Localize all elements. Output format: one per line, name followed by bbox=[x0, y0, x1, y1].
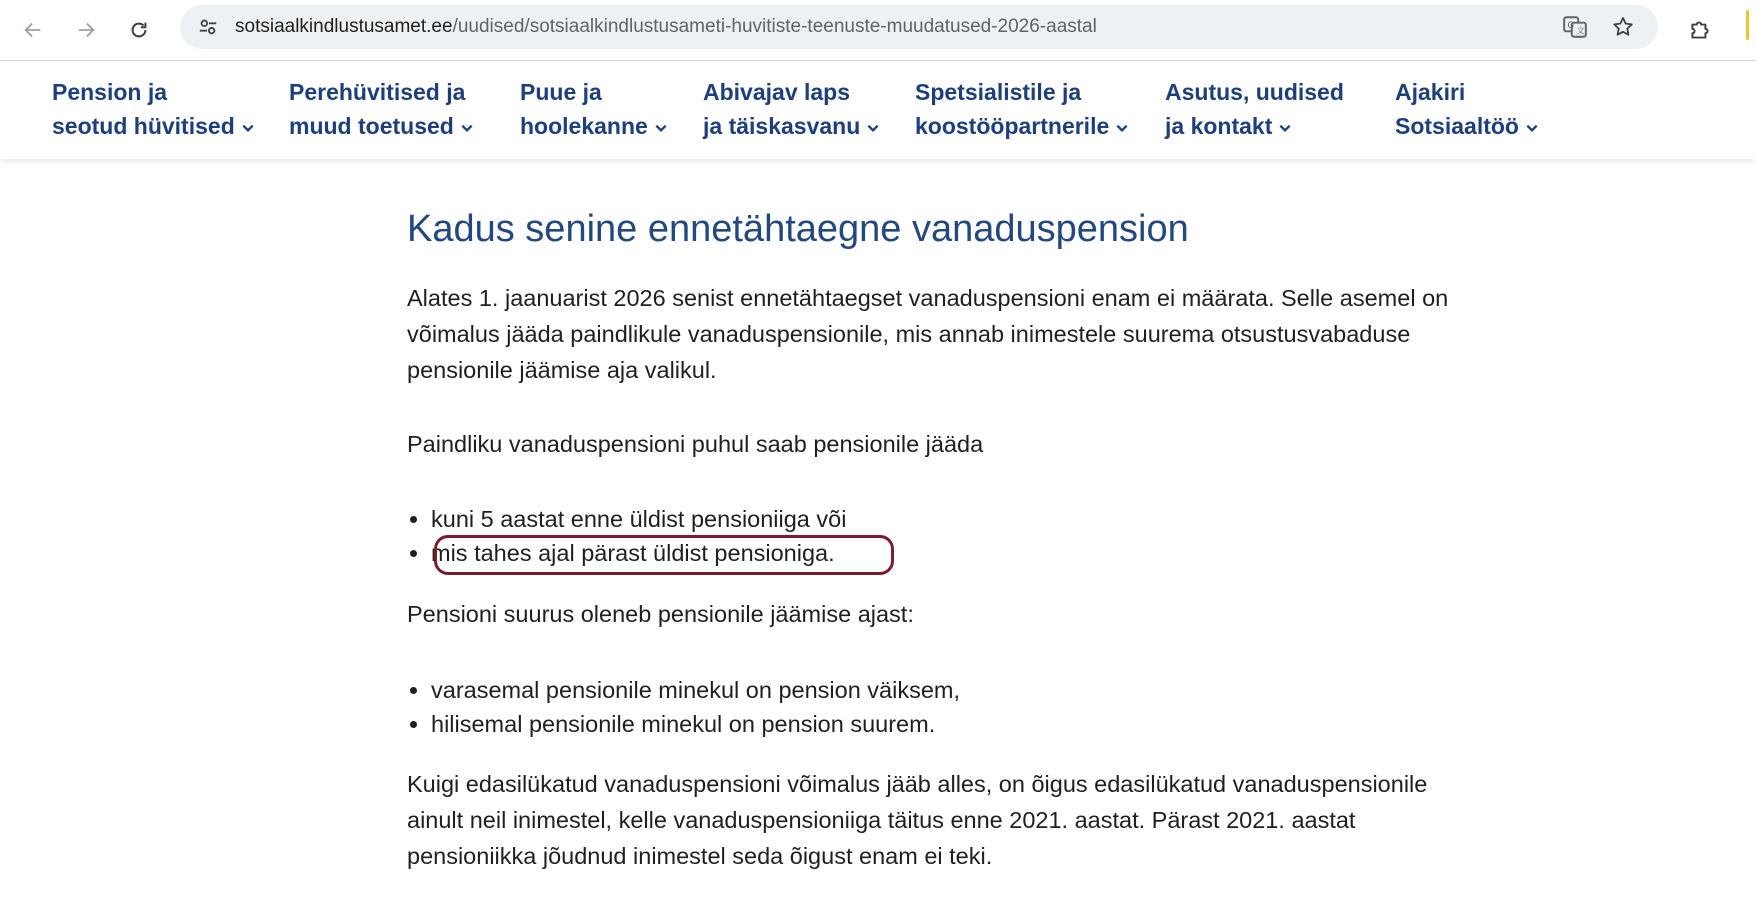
nav-item-label-line2: muud toetused bbox=[289, 113, 454, 139]
nav-item-label-line1: Ajakiri bbox=[1395, 79, 1466, 105]
nav-item-label-line2: ja kontakt bbox=[1165, 113, 1273, 139]
forward-button[interactable] bbox=[66, 10, 106, 50]
nav-item-specialists-partners[interactable] bbox=[915, 75, 1129, 143]
chevron-down-icon bbox=[654, 121, 668, 135]
nav-item-disability-care[interactable] bbox=[520, 75, 668, 143]
puzzle-icon bbox=[1687, 17, 1713, 43]
nav-item-magazine[interactable] bbox=[1395, 75, 1539, 143]
site-info-button[interactable] bbox=[192, 11, 224, 43]
nav-item-label-line1: Spetsialistile ja bbox=[915, 79, 1082, 105]
back-button[interactable] bbox=[13, 10, 53, 50]
nav-item-child-adult-in-need[interactable] bbox=[703, 75, 880, 143]
flexible-pension-paragraph: Paindliku vanaduspensioni puhul saab pensionile jääda bbox=[407, 431, 984, 457]
nav-item-label-line1: Perehüvitised ja bbox=[289, 79, 466, 105]
forward-arrow-icon bbox=[75, 19, 97, 41]
url-text[interactable] bbox=[235, 5, 1097, 49]
deferred-pension-paragraph: Kuigi edasilükatud vanaduspensioni võimalus jääb alles, on õigus edasilükatud vanaduspensionile ainult neil inimestel, kelle vanaduspensioniiga täitus enne 2021. aastat. Pärast 2021. aastat pensioniikka jõudnud inimestel seda õigust enam ei teki. bbox=[407, 771, 1428, 869]
pension-size-paragraph: Pensioni suurus oleneb pensionile jäämise ajast: bbox=[407, 601, 914, 627]
intro-paragraph: Alates 1. jaanuarist 2026 senist ennetähtaegset vanaduspensioni enam ei määrata. Selle asemel on võimalus jääda paindlikule vanaduspensionile, mis annab inimestele suurema otsustusvabaduse pensionile jäämise aja valikul. bbox=[407, 285, 1449, 383]
chevron-down-icon bbox=[1278, 121, 1292, 135]
bookmark-button[interactable] bbox=[1608, 12, 1638, 42]
browser-toolbar bbox=[0, 0, 1756, 61]
url-host: sotsiaalkindlustusamet.ee bbox=[235, 16, 453, 37]
profile-avatar-edge[interactable] bbox=[1746, 10, 1749, 40]
translate-icon bbox=[1562, 14, 1588, 40]
nav-item-label-line1: Asutus, uudised bbox=[1165, 79, 1344, 105]
chevron-down-icon bbox=[460, 121, 474, 135]
svg-text:文: 文 bbox=[1576, 26, 1585, 37]
nav-item-label-line1: Abivajav laps bbox=[703, 79, 851, 105]
back-arrow-icon bbox=[22, 19, 44, 41]
nav-item-family-benefits[interactable] bbox=[289, 75, 474, 143]
nav-item-label-line2: Sotsiaaltöö bbox=[1395, 113, 1519, 139]
nav-item-label-line2: seotud hüvitised bbox=[52, 113, 235, 139]
address-bar[interactable] bbox=[180, 5, 1658, 49]
nav-item-label-line2: hoolekanne bbox=[520, 113, 648, 139]
nav-item-label-line1: Puue ja bbox=[520, 79, 602, 105]
url-path: /uudised/sotsiaalkindlustusameti-huvitiste-teenuste-muudatused-2026-aastal bbox=[452, 16, 1097, 37]
reload-icon bbox=[128, 19, 150, 41]
chevron-down-icon bbox=[1115, 121, 1129, 135]
list-item: • kuni 5 aastat enne üldist pensioniiga või bbox=[431, 502, 846, 536]
list-item: • mis tahes ajal pärast üldist pensioniga. bbox=[431, 536, 846, 570]
section-heading: Kadus senine ennetähtaegne vanaduspension bbox=[407, 208, 1189, 250]
star-icon bbox=[1611, 15, 1635, 39]
nav-item-label-line1: Pension ja bbox=[52, 79, 168, 105]
chevron-down-icon bbox=[1525, 121, 1539, 135]
list-item: • varasemal pensionile minekul on pension väiksem, bbox=[431, 673, 960, 707]
svg-text:G: G bbox=[1567, 21, 1575, 32]
nav-item-agency-news-contact[interactable] bbox=[1165, 75, 1344, 143]
extensions-button[interactable] bbox=[1680, 10, 1720, 50]
translate-button[interactable] bbox=[1560, 12, 1590, 42]
main-navigation bbox=[0, 61, 1756, 159]
nav-item-pension[interactable] bbox=[52, 75, 255, 143]
site-info-icon bbox=[197, 16, 219, 38]
chevron-down-icon bbox=[866, 121, 880, 135]
highlight-annotation bbox=[434, 535, 894, 575]
pension-size-list bbox=[409, 673, 960, 741]
nav-item-label-line2: koostööpartnerile bbox=[915, 113, 1110, 139]
nav-item-label-line2: ja täiskasvanu bbox=[703, 113, 861, 139]
list-item: • hilisemal pensionile minekul on pension suurem. bbox=[431, 707, 960, 741]
chevron-down-icon bbox=[241, 121, 255, 135]
reload-button[interactable] bbox=[119, 10, 159, 50]
